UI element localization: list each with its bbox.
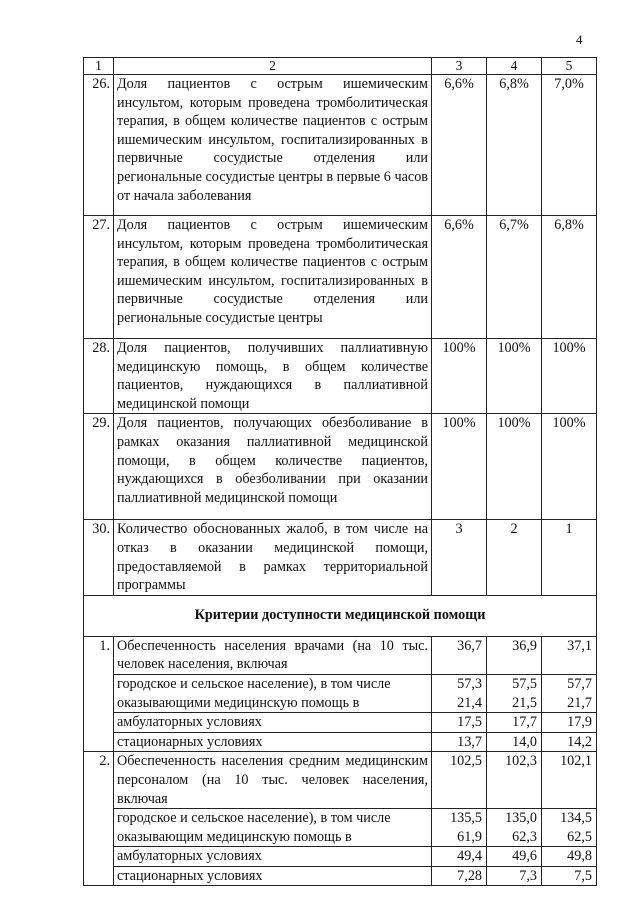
- header-cell: 5: [542, 58, 597, 75]
- description-line: городское и сельское население), в том числе: [117, 675, 391, 692]
- value: 135,0: [505, 810, 537, 827]
- row-description: [114, 674, 432, 712]
- row-number: 30.: [84, 520, 114, 595]
- value-col3: 100%: [432, 339, 487, 414]
- value-col3: 36,7: [432, 636, 487, 674]
- value-col4: 14,0: [487, 732, 542, 752]
- row-number: 29.: [84, 414, 114, 520]
- table-subrow: [84, 809, 597, 847]
- value: 62,3: [512, 828, 537, 845]
- table-subrow: [84, 732, 597, 752]
- row-description: Доля пациентов с острым ишемическим инсультом, которым проведена тромболитическая терапия, в общем количестве пациентов с острым ишемическим инсультом, госпитализированных в первичные сосудистые отделения или региональные сосудистые центры в первые 6 часов от начала заболевания: [114, 75, 432, 216]
- row-number: 27.: [84, 216, 114, 339]
- value-col5: 1: [542, 520, 597, 595]
- page-number: 4: [576, 32, 583, 47]
- value-col5: [542, 674, 597, 712]
- value-col5: 102,1: [542, 752, 597, 809]
- value-col5: [542, 809, 597, 847]
- value: 57,3: [457, 675, 482, 692]
- value-col4: 49,6: [487, 847, 542, 867]
- header-cell: 2: [114, 58, 432, 75]
- section-heading-row: [84, 595, 597, 636]
- header-cell: 3: [432, 58, 487, 75]
- value-col5: 17,9: [542, 713, 597, 733]
- row-description: [114, 809, 432, 847]
- value-col3: 13,7: [432, 732, 487, 752]
- table-subrow: [84, 674, 597, 712]
- value-col5: 100%: [542, 339, 597, 414]
- table-row: [84, 414, 597, 520]
- value: 57,5: [512, 675, 537, 692]
- section-title: Критерии доступности медицинской помощи: [84, 595, 597, 636]
- value-col4: 6,7%: [487, 216, 542, 339]
- value-col5: 7,0%: [542, 75, 597, 216]
- table-subrow: [84, 847, 597, 867]
- table-row: [84, 75, 597, 216]
- value-col3: 6,6%: [432, 216, 487, 339]
- row-description: Обеспеченность населения средним медицинским персоналом (на 10 тыс. человек населения, включая: [114, 752, 432, 809]
- value: 21,7: [567, 694, 592, 711]
- value: 57,7: [567, 675, 592, 692]
- row-description: стационарных условиях: [114, 732, 432, 752]
- value: 62,5: [567, 828, 592, 845]
- value: 21,4: [457, 694, 482, 711]
- row-description: Доля пациентов, получивших паллиативную медицинскую помощь, в общем количестве пациентов, нуждающихся в паллиативной медицинской помощи: [114, 339, 432, 414]
- table-row: [84, 752, 597, 809]
- row-description: стационарных условиях: [114, 866, 432, 886]
- value-col4: [487, 674, 542, 712]
- value-col5: 14,2: [542, 732, 597, 752]
- value-col4: [487, 809, 542, 847]
- row-number: 26.: [84, 75, 114, 216]
- value-col3: 100%: [432, 414, 487, 520]
- row-number: 28.: [84, 339, 114, 414]
- description-line: оказывающими медицинскую помощь в: [117, 694, 360, 711]
- row-description: амбулаторных условиях: [114, 847, 432, 867]
- value-col4: 100%: [487, 339, 542, 414]
- value-col3: 6,6%: [432, 75, 487, 216]
- column-number-header: [84, 58, 597, 75]
- value-col3: 3: [432, 520, 487, 595]
- table-subrow: [84, 713, 597, 733]
- value-col5: 37,1: [542, 636, 597, 674]
- value-col4: 2: [487, 520, 542, 595]
- value: 135,5: [450, 810, 482, 827]
- value-col3: [432, 674, 487, 712]
- header-cell: 4: [487, 58, 542, 75]
- criteria-table: [83, 57, 597, 886]
- row-description: Доля пациентов, получающих обезболивание в рамках оказания паллиативной медицинской помощи, в общем количестве пациентов, нуждающихся в обезболивании при оказании паллиативной медицинской помощи: [114, 414, 432, 520]
- row-number: 2.: [84, 752, 114, 886]
- table-row: [84, 636, 597, 674]
- description-line: оказывающим медицинскую помощь в: [117, 828, 352, 845]
- value-col5: 100%: [542, 414, 597, 520]
- table-row: [84, 216, 597, 339]
- table-row: [84, 339, 597, 414]
- value-col4: 100%: [487, 414, 542, 520]
- value: 61,9: [457, 828, 482, 845]
- value-col4: 36,9: [487, 636, 542, 674]
- row-number: 1.: [84, 636, 114, 752]
- value-col3: 49,4: [432, 847, 487, 867]
- description-line: городское и сельское население), в том числе: [117, 810, 391, 827]
- value-col4: 6,8%: [487, 75, 542, 216]
- value: 134,5: [560, 810, 592, 827]
- value-col5: 49,8: [542, 847, 597, 867]
- table-subrow: [84, 866, 597, 886]
- value-col5: 6,8%: [542, 216, 597, 339]
- row-description: амбулаторных условиях: [114, 713, 432, 733]
- row-description: Доля пациентов с острым ишемическим инсультом, которым проведена тромболитическая терапия, в общем количестве пациентов с острым ишемическим инсультом, госпитализированных в первичные сосудистые отделения или региональные сосудистые центры: [114, 216, 432, 339]
- value-col3: 17,5: [432, 713, 487, 733]
- header-cell: 1: [84, 58, 114, 75]
- table-row: [84, 520, 597, 595]
- row-description: Количество обоснованных жалоб, в том числе на отказ в оказании медицинской помощи, предоставляемой в рамках территориальной программы: [114, 520, 432, 595]
- value-col3: [432, 809, 487, 847]
- value-col4: 102,3: [487, 752, 542, 809]
- row-description: Обеспеченность населения врачами (на 10 тыс. человек населения, включая: [114, 636, 432, 674]
- value-col3: 7,28: [432, 866, 487, 886]
- value: 21,5: [512, 694, 537, 711]
- value-col4: 7,3: [487, 866, 542, 886]
- value-col3: 102,5: [432, 752, 487, 809]
- value-col4: 17,7: [487, 713, 542, 733]
- value-col5: 7,5: [542, 866, 597, 886]
